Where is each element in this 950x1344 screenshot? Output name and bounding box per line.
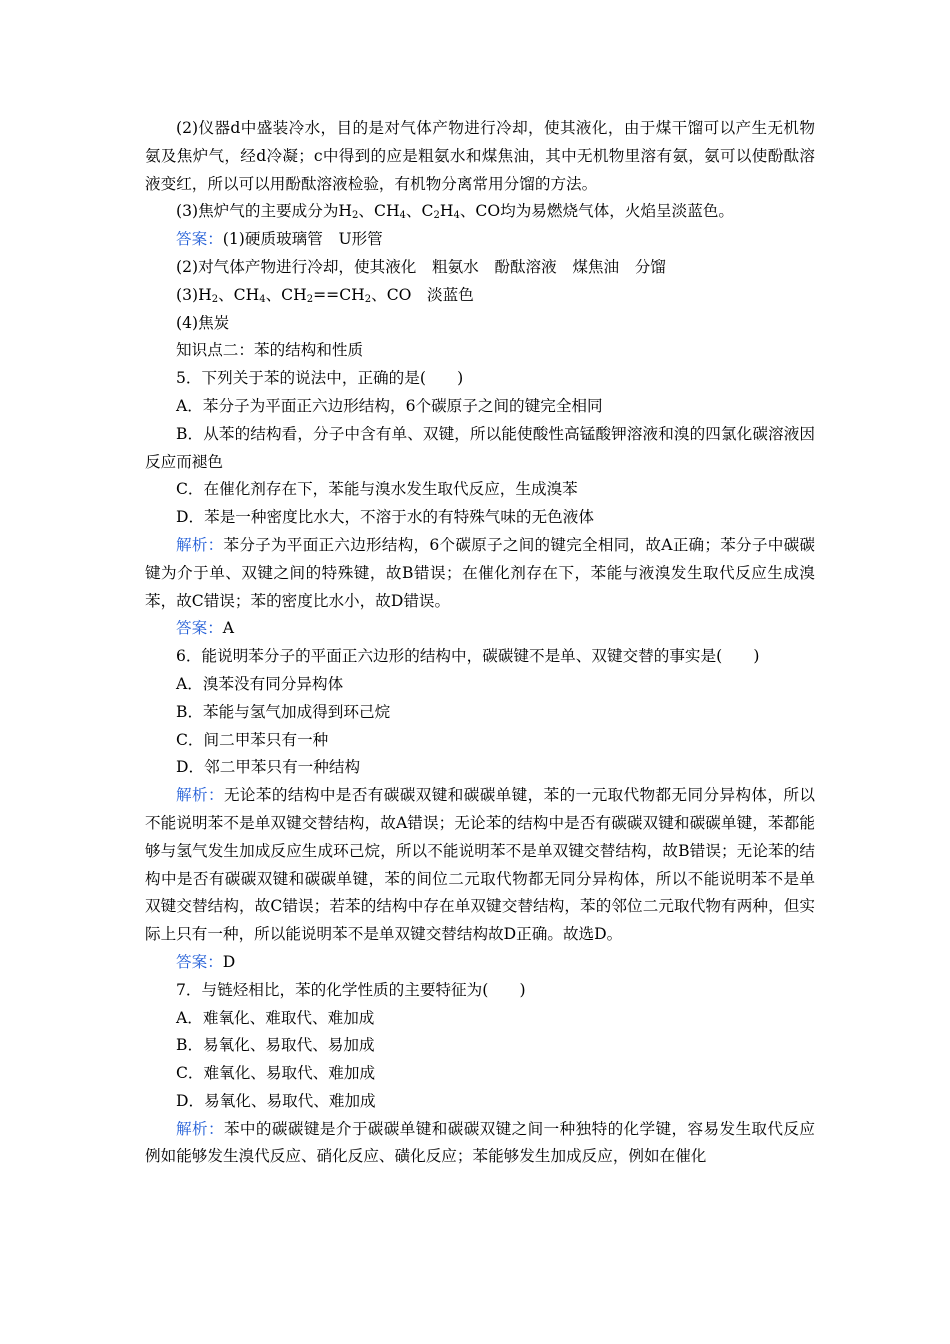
q6-answer: 答案：D — [176, 952, 236, 971]
answer-label: 答案： — [176, 952, 223, 971]
q6-option-a: A．溴苯没有同分异构体 — [176, 674, 344, 693]
q6-explanation: 解析：无论苯的结构中是否有碳碳双键和碳碳单键，苯的一元取代物都无同分异构体，所以不能说明苯不是单双键交替结构，故A错误；无论苯的结构中是否有碳碳双键和碳碳单键，苯都能够与氢气发生加成反应生成环己烷，所以不能说明苯不是单双键交替结构，故B错误；无论苯的结构中是否有碳碳双键和碳碳单键，苯的间位二元取代物都无同分异构体，所以不能说明苯不是单双键交替结构，故C错误；若苯的结构中存在单双键交替结构，苯的邻位二元取代物有两种，但实际上只有一种，所以能说明苯不是单双键交替结构故D正确。故选D。 — [145, 786, 815, 944]
explanation-label: 解析： — [176, 535, 224, 554]
q4-explanation-part3: (3)焦炉气的主要成分为$H_2$、$CH_4$、$C_2H_4$、CO均为易燃烧气体，火焰呈淡蓝色。 — [176, 202, 735, 222]
q5-option-a: A．苯分子为平面正六边形结构，6个碳原子之间的键完全相同 — [176, 396, 603, 415]
q6-option-b: B．苯能与氢气加成得到环己烷 — [176, 702, 391, 721]
q5-answer: 答案：A — [176, 619, 235, 638]
q4-answer-line3: $(3)H_2$、$CH_4$、$CH_2==CH_2$、CO 淡蓝色 — [176, 285, 474, 305]
q5-explanation: 解析：苯分子为平面正六边形结构，6个碳原子之间的键完全相同，故A正确；苯分子中碳碳键为介于单、双键之间的特殊键，故B错误；在催化剂存在下，苯能与液溴发生取代反应生成溴苯，故C错误；苯的密度比水小，故D错误。 — [145, 535, 815, 610]
q4-explanation-part2: (2)仪器d中盛装冷水，目的是对气体产物进行冷却，使其液化，由于煤干馏可以产生无机物氨及焦炉气，经d冷凝；c中得到的应是粗氨水和煤焦油，其中无机物里溶有氨，氨可以使酚酞溶液变红，所以可以用酚酞溶液检验，有机物分离常用分馏的方法。 — [145, 119, 815, 193]
q5-option-b: B．从苯的结构看，分子中含有单、双键，所以能使酸性高锰酸钾溶液和溴的四氯化碳溶液因反应而褪色 — [145, 424, 815, 471]
explanation-label: 解析： — [176, 786, 224, 805]
q7-option-b: B．易氧化、易取代、易加成 — [176, 1036, 375, 1055]
q4-answer-line2: (2)对气体产物进行冷却，使其液化 粗氨水 酚酞溶液 煤焦油 分馏 — [176, 257, 666, 276]
q4-answer-line1: 答案：(1)硬质玻璃管 U形管 — [176, 230, 383, 249]
section-heading: 知识点二：苯的结构和性质 — [176, 341, 364, 360]
q5-option-d: D．苯是一种密度比水大，不溶于水的有特殊气味的无色液体 — [176, 508, 594, 527]
q6-stem: 6．能说明苯分子的平面正六边形的结构中，碳碳键不是单、双键交替的事实是( ) — [176, 647, 760, 666]
q7-option-c: C．难氧化、易取代、难加成 — [176, 1064, 376, 1083]
q7-explanation: 解析：苯中的碳碳键是介于碳碳单键和碳碳双键之间一种独特的化学键，容易发生取代反应例如能够发生溴代反应、硝化反应、磺化反应；苯能够发生加成反应，例如在催化 — [145, 1119, 815, 1166]
q7-stem: 7．与链烃相比，苯的化学性质的主要特征为( ) — [176, 980, 526, 999]
q4-answer-line4: (4)焦炭 — [176, 313, 230, 332]
answer-label: 答案： — [176, 230, 223, 249]
q7-option-d: D．易氧化、易取代、难加成 — [176, 1091, 376, 1110]
q6-option-c: C．间二甲苯只有一种 — [176, 730, 329, 749]
q5-stem: 5．下列关于苯的说法中，正确的是( ) — [176, 369, 464, 388]
q5-option-c: C．在催化剂存在下，苯能与溴水发生取代反应，生成溴苯 — [176, 480, 578, 499]
explanation-label: 解析： — [176, 1119, 224, 1138]
q7-option-a: A．难氧化、难取代、难加成 — [176, 1008, 375, 1027]
answer-label: 答案： — [176, 619, 223, 638]
document-page — [145, 115, 815, 1171]
q6-option-d: D．邻二甲苯只有一种结构 — [176, 758, 361, 777]
